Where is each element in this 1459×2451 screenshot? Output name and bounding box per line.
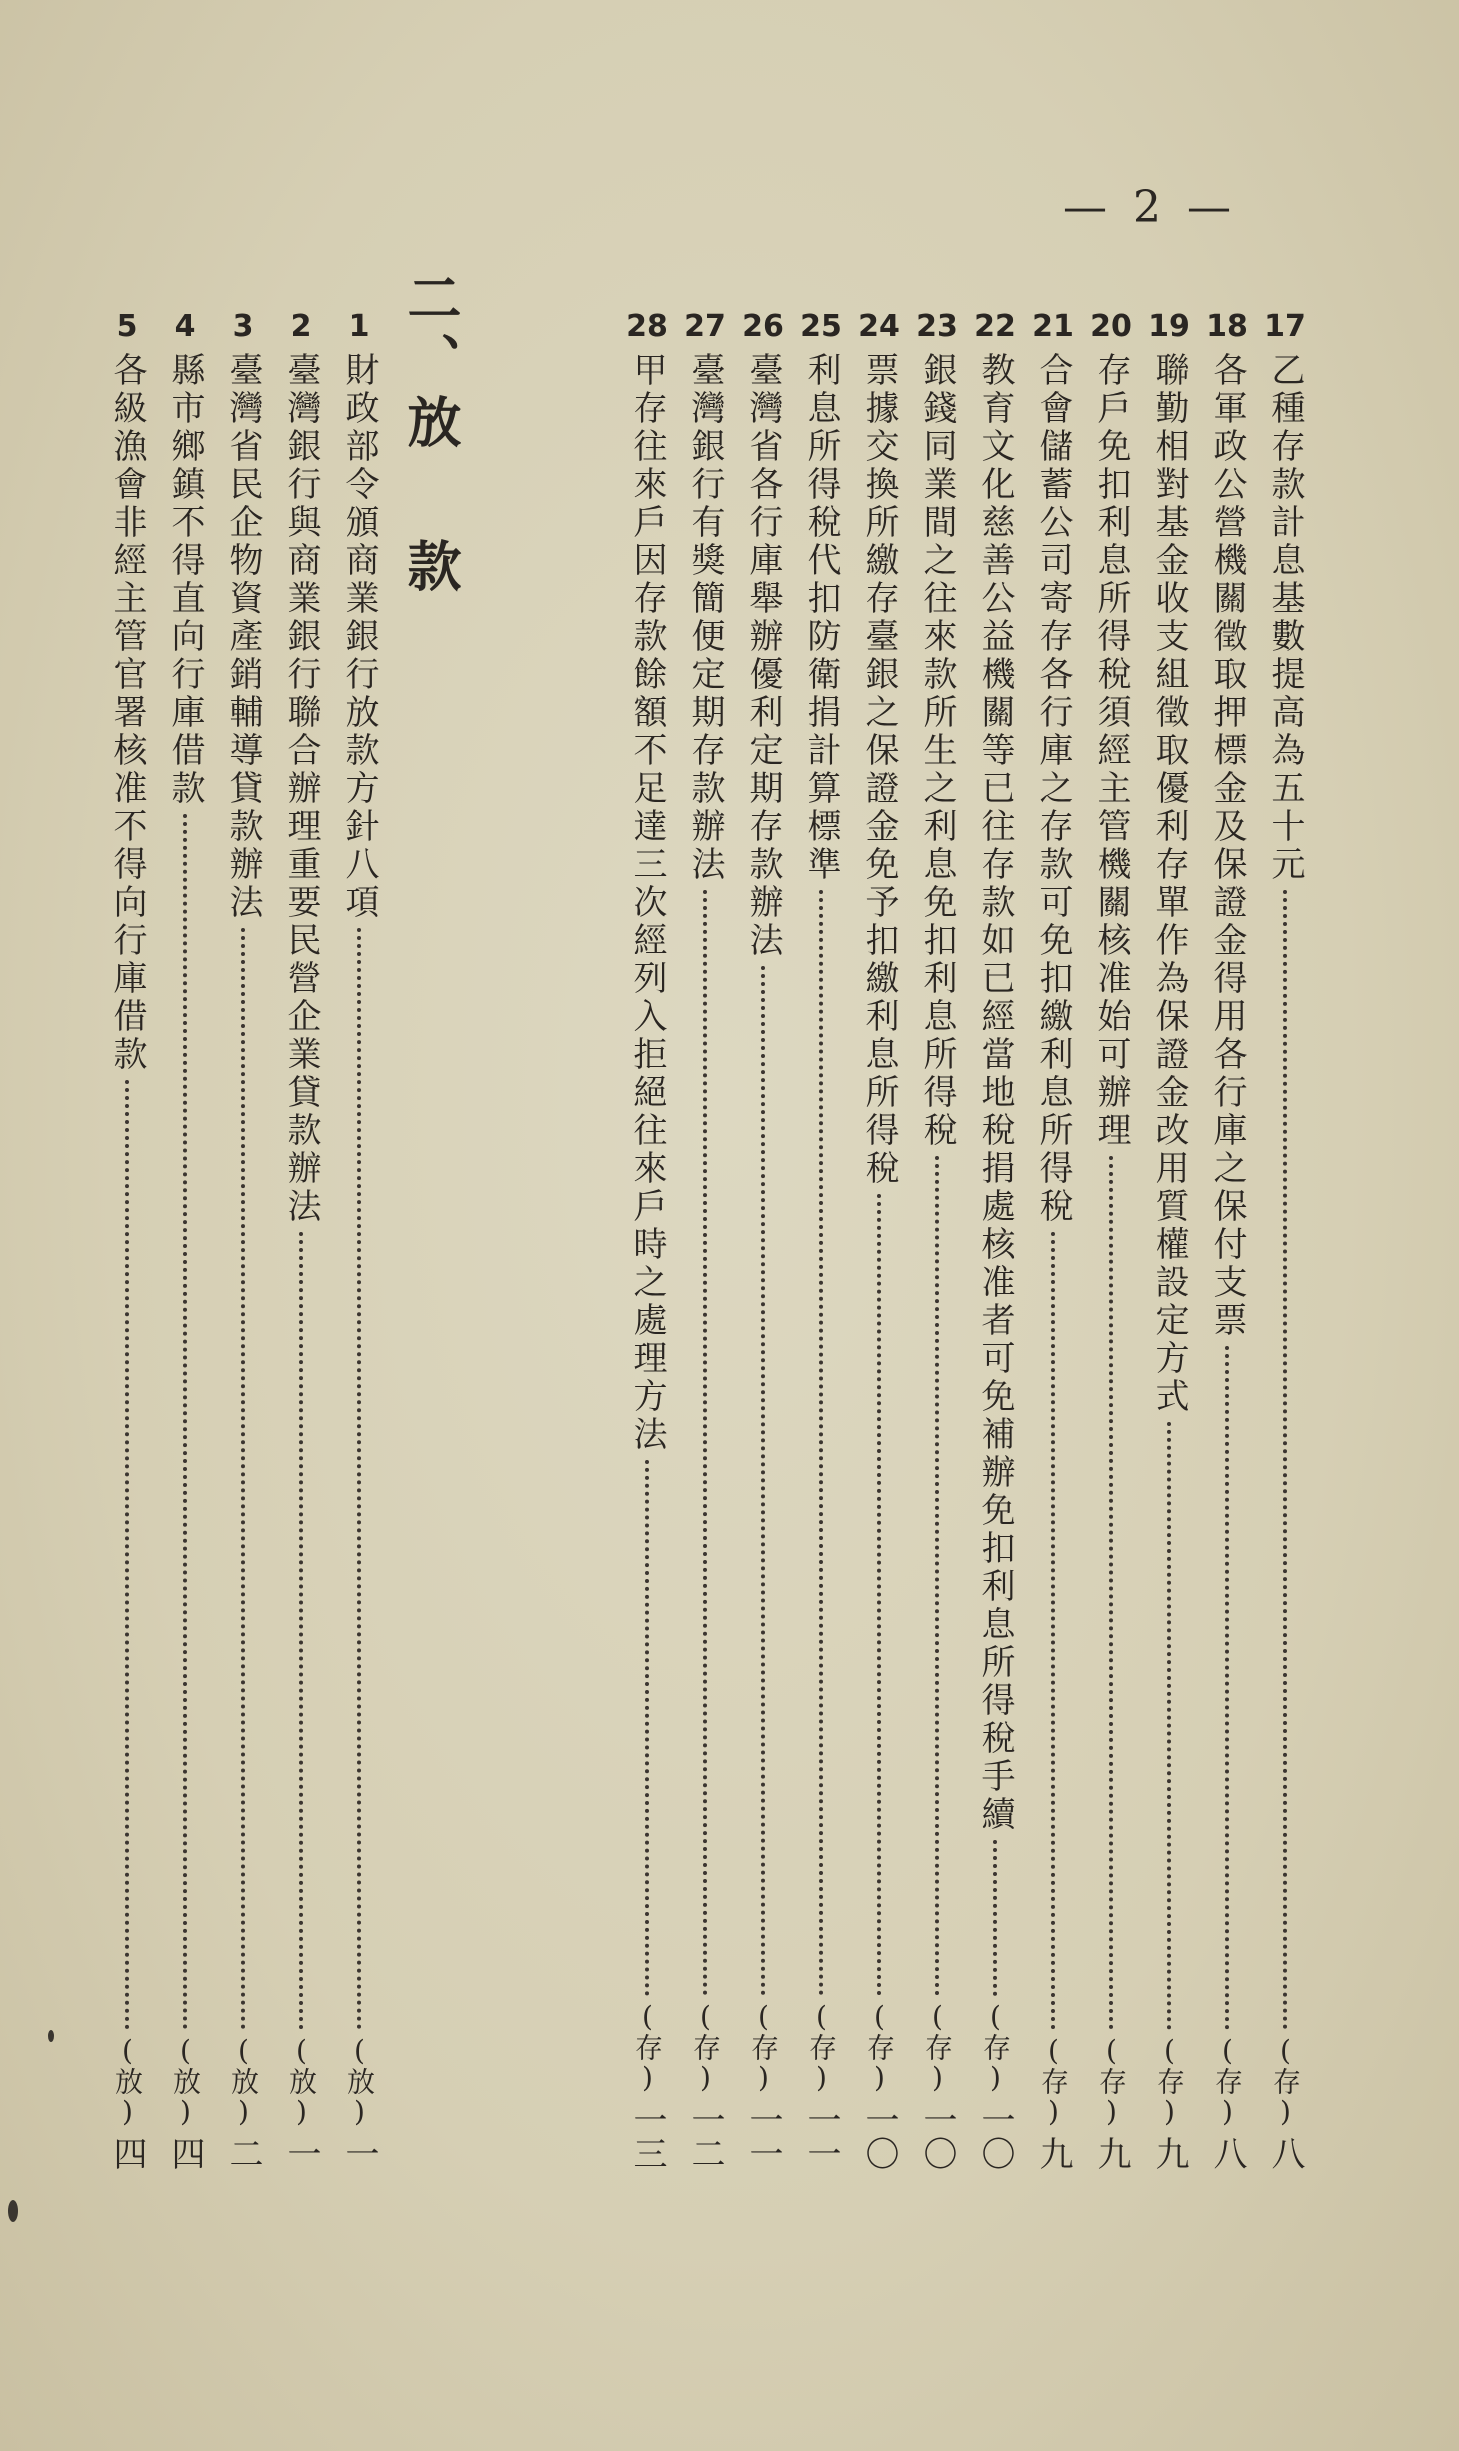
dot-leader <box>1109 1156 1113 2030</box>
entry-title: 財政部令頒商業銀行放款方針八項 <box>339 352 379 922</box>
entry-page: 二 <box>223 2136 263 2170</box>
dot-leader <box>1225 1346 1229 2030</box>
entry-category: (存) <box>1211 2034 1244 2128</box>
entry-title: 縣市鄉鎮不得直向行庫借款 <box>165 352 205 808</box>
entry-page: 九 <box>1033 2136 1073 2170</box>
dot-leader <box>645 1460 649 1996</box>
entry-page: 九 <box>1091 2136 1131 2170</box>
page-number: — 2 — <box>1063 182 1237 233</box>
entry-category: (存) <box>689 2000 722 2094</box>
toc-entry <box>162 310 208 2170</box>
entry-page: 四 <box>107 2136 147 2170</box>
toc-entry <box>624 310 670 2170</box>
dot-leader <box>183 814 187 2030</box>
entry-category: (放) <box>285 2034 318 2128</box>
toc-entry <box>336 310 382 2170</box>
entry-title: 教育文化慈善公益機關等已往存款如已經當地稅捐處核准者可免補辦免扣利息所得稅手續 <box>975 352 1015 1834</box>
dot-leader <box>993 1840 997 1996</box>
entry-number: 18 <box>1206 309 1248 344</box>
entry-category: (存) <box>1269 2034 1302 2128</box>
entry-number: 26 <box>742 309 784 344</box>
entry-title: 臺灣省民企物資產銷輔導貸款辦法 <box>223 352 263 922</box>
entry-category: (存) <box>863 2000 896 2094</box>
entry-number: 24 <box>858 309 900 344</box>
entry-category: (存) <box>747 2000 780 2094</box>
entry-title: 乙種存款計息基數提高為五十元 <box>1265 352 1305 884</box>
entry-title: 甲存往來戶因存款餘額不足達三次經列入拒絕往來戶時之處理方法 <box>627 352 667 1454</box>
entry-title: 銀錢同業間之往來款所生之利息免扣利息所得稅 <box>917 352 957 1150</box>
entry-number: 2 <box>290 309 312 344</box>
entry-number: 25 <box>800 309 842 344</box>
toc-entry <box>1262 310 1308 2170</box>
toc-entry <box>1204 310 1250 2170</box>
entry-category: (放) <box>111 2034 144 2128</box>
entry-number: 4 <box>174 309 196 344</box>
toc-entry <box>220 310 266 2170</box>
entry-title: 存戶免扣利息所得稅須經主管機關核准始可辦理 <box>1091 352 1131 1150</box>
toc-entry <box>682 310 728 2170</box>
entry-page: 一三 <box>627 2102 667 2170</box>
toc-entry <box>972 310 1018 2170</box>
entry-category: (存) <box>979 2000 1012 2094</box>
section-number: 二、 <box>399 270 463 394</box>
toc-entry <box>856 310 902 2170</box>
entry-page: 八 <box>1265 2136 1305 2170</box>
entry-page: 一〇 <box>859 2102 899 2170</box>
toc-entry <box>1030 310 1076 2170</box>
dot-leader <box>241 928 245 2030</box>
toc-entry <box>1088 310 1134 2170</box>
toc-entry <box>1146 310 1192 2170</box>
paper-speck <box>48 2030 54 2042</box>
toc-entry <box>740 310 786 2170</box>
toc-entry <box>278 310 324 2170</box>
entry-number: 21 <box>1032 309 1074 344</box>
entry-category: (放) <box>169 2034 202 2128</box>
entry-number: 5 <box>116 309 138 344</box>
dot-leader <box>761 966 765 1996</box>
dot-leader <box>299 1232 303 2030</box>
toc-entry <box>914 310 960 2170</box>
dot-leader <box>1283 890 1287 2030</box>
entry-category: (存) <box>1153 2034 1186 2128</box>
entry-title: 利息所得稅代扣防衛捐計算標準 <box>801 352 841 884</box>
entry-page: 一二 <box>685 2102 725 2170</box>
entry-title: 聯勤相對基金收支組徵取優利存單作為保證金改用質權設定方式 <box>1149 352 1189 1416</box>
entry-title: 臺灣省各行庫舉辦優利定期存款辦法 <box>743 352 783 960</box>
entry-page: 一一 <box>743 2102 783 2170</box>
dot-leader <box>1051 1232 1055 2030</box>
entry-number: 23 <box>916 309 958 344</box>
entry-number: 28 <box>626 309 668 344</box>
toc-entry <box>798 310 844 2170</box>
section-heading <box>396 270 466 690</box>
entry-title: 合會儲蓄公司寄存各行庫之存款可免扣繳利息所得稅 <box>1033 352 1073 1226</box>
entry-number: 3 <box>232 309 254 344</box>
entry-category: (存) <box>921 2000 954 2094</box>
entry-page: 一〇 <box>917 2102 957 2170</box>
entry-page: 四 <box>165 2136 205 2170</box>
dot-leader <box>125 1080 129 2030</box>
dot-leader <box>703 890 707 1996</box>
entry-category: (放) <box>227 2034 260 2128</box>
entry-number: 19 <box>1148 309 1190 344</box>
paper-speck <box>8 2200 18 2222</box>
entry-title: 臺灣銀行與商業銀行聯合辦理重要民營企業貸款辦法 <box>281 352 321 1226</box>
dot-leader <box>935 1156 939 1996</box>
entry-page: 一〇 <box>975 2102 1015 2170</box>
entry-title: 票據交換所繳存臺銀之保證金免予扣繳利息所得稅 <box>859 352 899 1188</box>
section-title: 放款 <box>399 394 463 682</box>
entry-number: 20 <box>1090 309 1132 344</box>
entry-category: (存) <box>1037 2034 1070 2128</box>
entry-number: 17 <box>1264 309 1306 344</box>
entry-number: 27 <box>684 309 726 344</box>
entry-title: 各級漁會非經主管官署核准不得向行庫借款 <box>107 352 147 1074</box>
dot-leader <box>1167 1422 1171 2030</box>
entry-category: (存) <box>805 2000 838 2094</box>
entry-page: 八 <box>1207 2136 1247 2170</box>
entry-title: 臺灣銀行有獎簡便定期存款辦法 <box>685 352 725 884</box>
entry-page: 一 <box>281 2136 321 2170</box>
dot-leader <box>819 890 823 1996</box>
toc-entry <box>104 310 150 2170</box>
dot-leader <box>357 928 361 2030</box>
entry-page: 九 <box>1149 2136 1189 2170</box>
entry-number: 22 <box>974 309 1016 344</box>
entry-page: 一一 <box>801 2102 841 2170</box>
entry-category: (放) <box>343 2034 376 2128</box>
entry-category: (存) <box>631 2000 664 2094</box>
entry-category: (存) <box>1095 2034 1128 2128</box>
entry-title: 各軍政公營機關徵取押標金及保證金得用各行庫之保付支票 <box>1207 352 1247 1340</box>
entry-number: 1 <box>348 309 370 344</box>
dot-leader <box>877 1194 881 1996</box>
entry-page: 一 <box>339 2136 379 2170</box>
